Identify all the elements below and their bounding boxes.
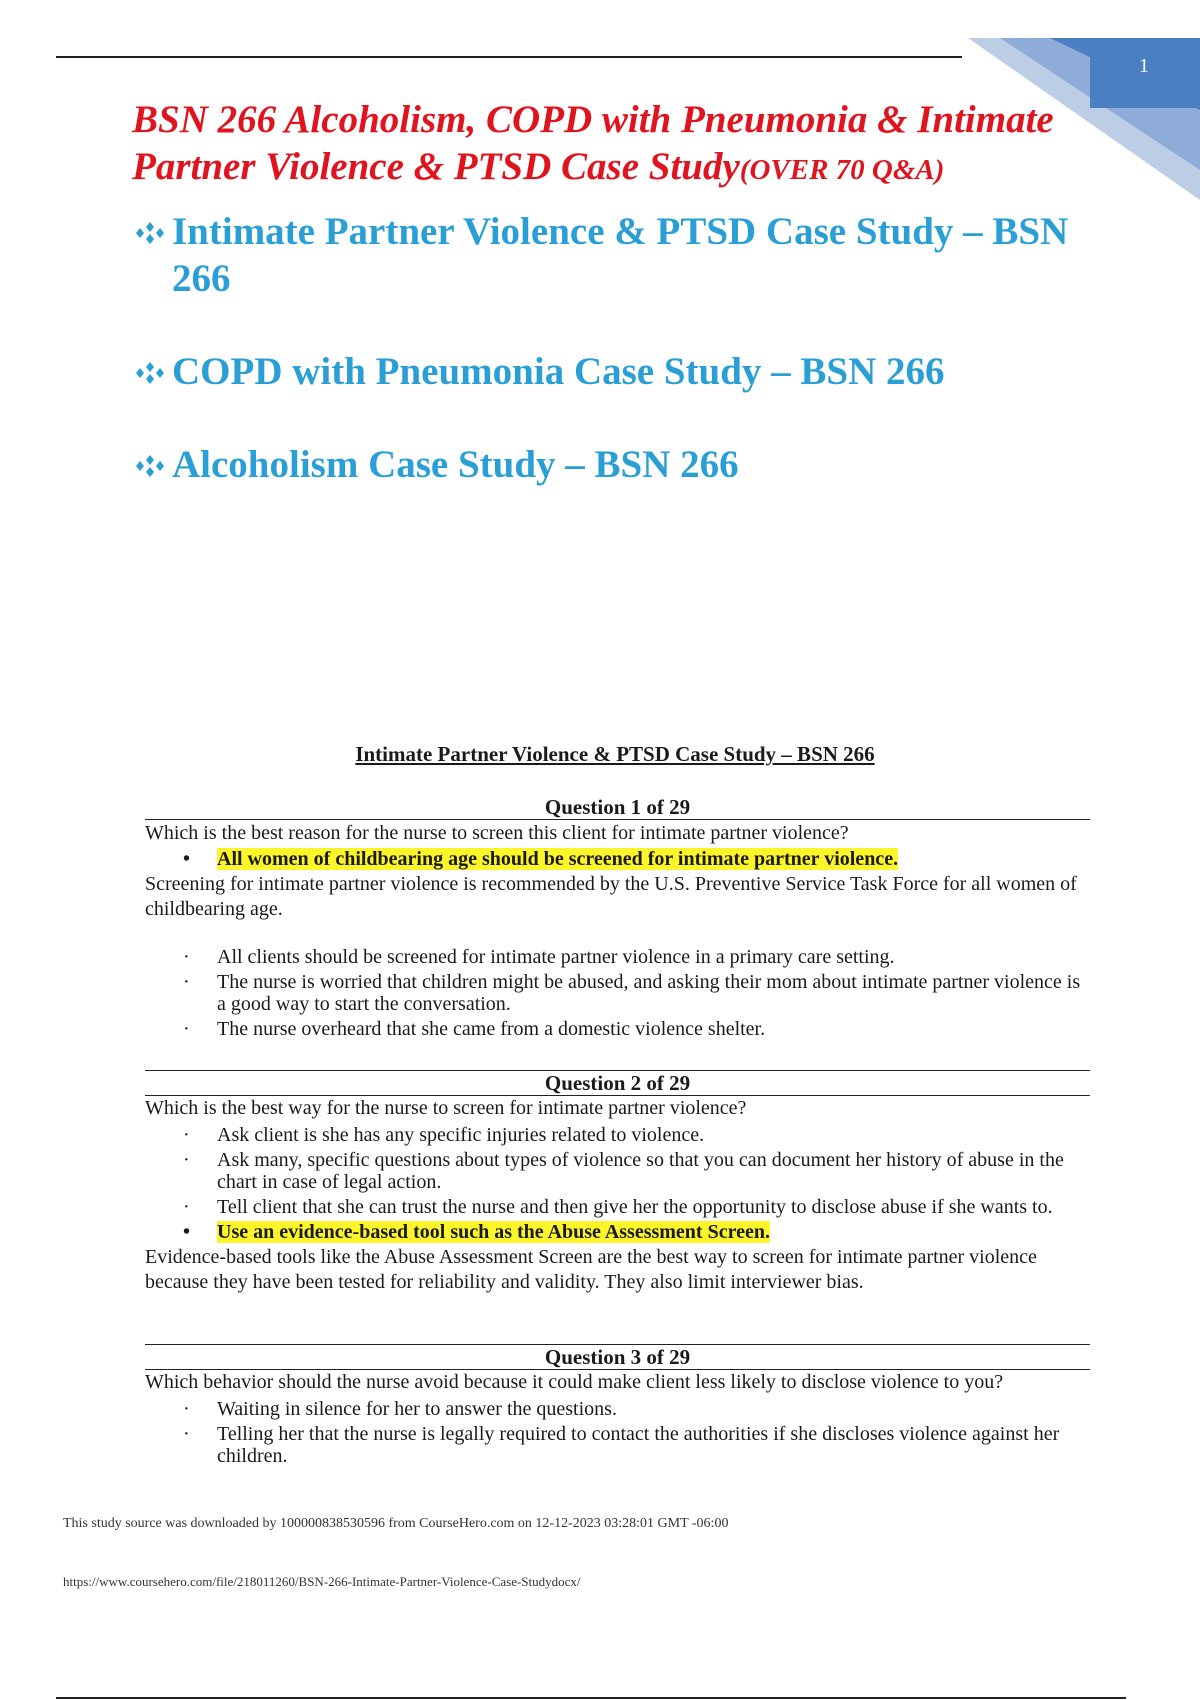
answer-list	[145, 848, 1090, 870]
document-title	[132, 96, 1092, 194]
question-prompt: Which is the best reason for the nurse to screen this client for intimate partner violence?	[145, 822, 849, 844]
question-3-block	[145, 1370, 1090, 1470]
question-2-heading: Question 2 of 29	[145, 1070, 1090, 1096]
question-prompt: Which is the best way for the nurse to screen for intimate partner violence?	[145, 1097, 747, 1119]
toc-item	[134, 441, 1074, 488]
title-suffix: (OVER 70 Q&A)	[739, 154, 945, 186]
top-rule	[56, 56, 962, 58]
download-note: This study source was downloaded by 100000838530596 from CourseHero.com on 12-12-2023 03:28:01 GMT -06:00	[63, 1516, 729, 1531]
bottom-rule	[56, 1697, 1126, 1699]
correct-answer: • All women of childbearing age should be screened for intimate partner violence.	[183, 848, 899, 870]
toc-item-label: Alcoholism Case Study – BSN 266	[172, 443, 739, 486]
correct-answer: • Use an evidence-based tool such as the Abuse Assessment Screen.	[183, 1221, 770, 1243]
diamond-bullet-icon	[134, 221, 166, 245]
answer-option: · Waiting in silence for her to answer the questions.	[183, 1398, 617, 1420]
answer-list	[145, 1124, 1090, 1243]
page-number: 1	[1139, 55, 1149, 77]
diamond-bullet-icon	[134, 361, 166, 385]
title-main: BSN 266 Alcoholism, COPD with Pneumonia & Intimate Partner Violence & PTSD Case Study	[132, 98, 1054, 188]
answer-option: · Tell client that she can trust the nurse and then give her the opportunity to disclose abuse if she wants to.	[183, 1196, 1053, 1218]
question-1-block	[145, 821, 1090, 1043]
answer-option: · All clients should be screened for intimate partner violence in a primary care setting.	[183, 946, 895, 968]
case-study-list	[134, 208, 1074, 488]
question-2-block	[145, 1096, 1090, 1295]
answer-option: · Ask client is she has any specific injuries related to violence.	[183, 1124, 705, 1146]
question-prompt: Which behavior should the nurse avoid because it could make client less likely to disclose violence to you?	[145, 1371, 1004, 1393]
question-3-heading: Question 3 of 29	[145, 1344, 1090, 1370]
answer-option: · Telling her that the nurse is legally required to contact the authorities if she discloses violence against her children.	[183, 1423, 1060, 1467]
answer-option: · The nurse overheard that she came from a domestic violence shelter.	[183, 1018, 766, 1040]
source-url[interactable]: https://www.coursehero.com/file/218011260/BSN-266-Intimate-Partner-Violence-Case-Studydocx/	[63, 1574, 581, 1589]
section-title: Intimate Partner Violence & PTSD Case Study – BSN 266	[355, 742, 875, 766]
rationale: Evidence-based tools like the Abuse Assessment Screen are the best way to screen for intimate partner violence because they have been tested for reliability and validity. They also limit interviewer bias.	[145, 1246, 1037, 1293]
toc-item	[134, 208, 1074, 302]
answer-list	[145, 1398, 1090, 1467]
answer-option: · Ask many, specific questions about types of violence so that you can document her history of abuse in the chart in case of legal action.	[183, 1149, 1064, 1193]
toc-item-label: Intimate Partner Violence & PTSD Case Study – BSN 266	[172, 210, 1069, 300]
toc-item-label: COPD with Pneumonia Case Study – BSN 266	[172, 350, 945, 393]
question-1-heading: Question 1 of 29	[145, 795, 1090, 820]
answer-option: · The nurse is worried that children might be abused, and asking their mom about intimate partner violence is a good way to start the conversation.	[183, 971, 1081, 1015]
diamond-bullet-icon	[134, 454, 166, 478]
rationale: Screening for intimate partner violence is recommended by the U.S. Preventive Service Task Force for all women of childbearing age.	[145, 873, 1077, 920]
answer-list	[145, 946, 1090, 1040]
toc-item	[134, 348, 1074, 395]
